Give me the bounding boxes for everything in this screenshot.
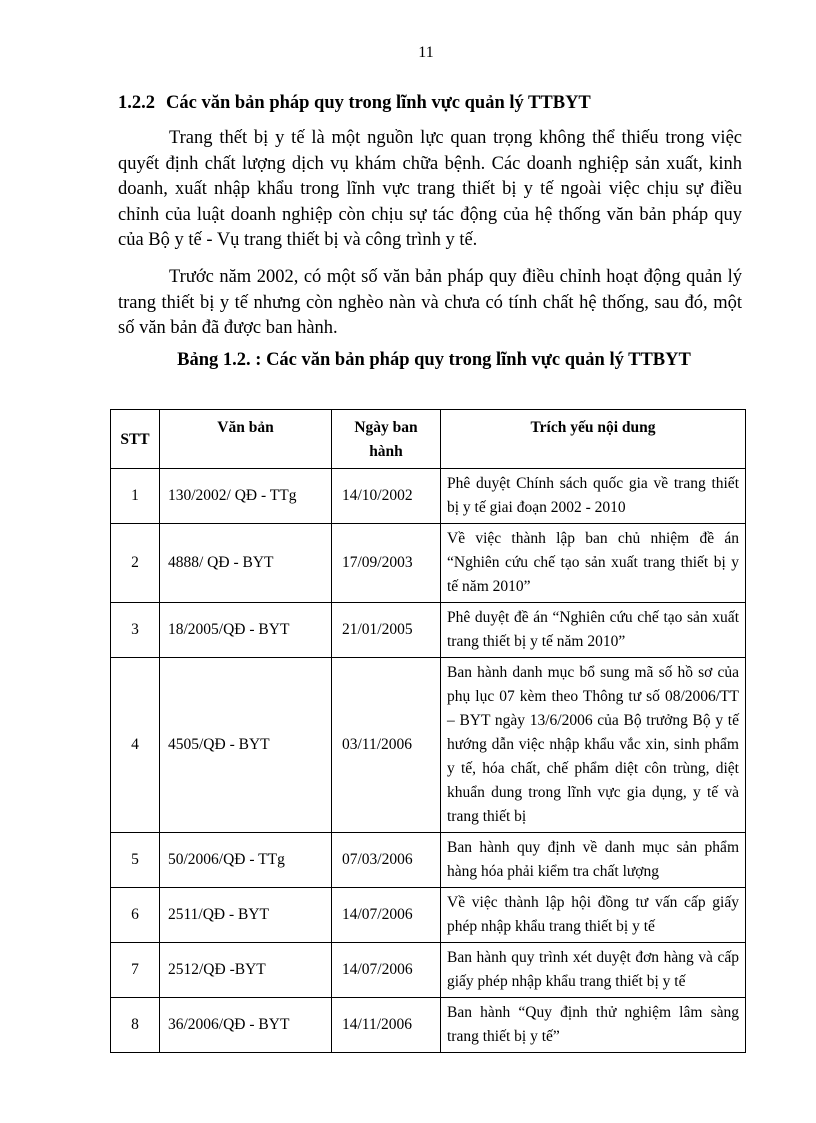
cell-date: 21/01/2005: [332, 603, 441, 658]
cell-content: Phê duyệt đề án “Nghiên cứu chế tạo sản xuất trang thiết bị y tế năm 2010”: [441, 603, 746, 658]
cell-stt: 2: [111, 524, 160, 603]
cell-stt: 7: [111, 943, 160, 998]
cell-document: 130/2002/ QĐ - TTg: [160, 469, 332, 524]
cell-content: Phê duyệt Chính sách quốc gia về trang thiết bị y tế giai đoạn 2002 - 2010: [441, 469, 746, 524]
table-row: [111, 998, 746, 1053]
cell-content: Về việc thành lập ban chủ nhiệm đề án “Nghiên cứu chế tạo sản xuất trang thiết bị y tế năm 2010”: [441, 524, 746, 603]
body-paragraph: Trang thết bị y tế là một nguồn lực quan trọng không thể thiếu trong việc quyết định chất lượng dịch vụ khám chữa bệnh. Các doanh nghiệp sản xuất, kinh doanh, xuất nhập khẩu trong lĩnh vực trang thiết bị y tế ngoài việc chịu sự điều chỉnh của luật doanh nghiệp còn chịu sự tác động của hệ thống văn bản pháp quy của Bộ y tế - Vụ trang thiết bị và công trình y tế.: [118, 128, 742, 250]
header-stt: STT: [111, 410, 160, 469]
cell-date: 03/11/2006: [332, 658, 441, 833]
header-date: Ngày ban hành: [332, 410, 441, 469]
cell-document: 18/2005/QĐ - BYT: [160, 603, 332, 658]
cell-content: Ban hành quy trình xét duyệt đơn hàng và cấp giấy phép nhập khẩu trang thiết bị y tế: [441, 943, 746, 998]
cell-document: 4505/QĐ - BYT: [160, 658, 332, 833]
cell-document: 2512/QĐ -BYT: [160, 943, 332, 998]
table-caption: Bảng 1.2. : Các văn bản pháp quy trong lĩnh vực quản lý TTBYT: [177, 350, 691, 370]
cell-stt: 5: [111, 833, 160, 888]
cell-stt: 1: [111, 469, 160, 524]
header-content: Trích yếu nội dung: [441, 410, 746, 469]
table-row: [111, 524, 746, 603]
cell-date: 14/07/2006: [332, 943, 441, 998]
cell-content: Ban hành danh mục bổ sung mã số hồ sơ của phụ lục 07 kèm theo Thông tư số 08/2006/TT – BYT ngày 13/6/2006 của Bộ trưởng Bộ y tế hướng dẫn việc nhập khẩu vắc xin, sinh phẩm y tế, hóa chất, chế phẩm diệt côn trùng, diệt khuẩn dung trong lĩnh vực gia dụng, y tế và trang thiết bị: [441, 658, 746, 833]
cell-content: Về việc thành lập hội đồng tư vấn cấp giấy phép nhập khẩu trang thiết bị y tế: [441, 888, 746, 943]
body-paragraph: Trước năm 2002, có một số văn bản pháp quy điều chỉnh hoạt động quản lý trang thiết bị y tế nhưng còn nghèo nàn và chưa có tính chất hệ thống, sau đó, một số văn bản đã được ban hành.: [118, 267, 742, 338]
cell-content: Ban hành quy định về danh mục sản phẩm hàng hóa phải kiểm tra chất lượng: [441, 833, 746, 888]
table-row: [111, 943, 746, 998]
cell-date: 07/03/2006: [332, 833, 441, 888]
page-number: 11: [418, 44, 434, 61]
header-document: Văn bản: [160, 410, 332, 469]
cell-document: 36/2006/QĐ - BYT: [160, 998, 332, 1053]
cell-stt: 6: [111, 888, 160, 943]
cell-date: 14/07/2006: [332, 888, 441, 943]
cell-date: 14/10/2002: [332, 469, 441, 524]
section-heading: [118, 93, 591, 114]
cell-date: 14/11/2006: [332, 998, 441, 1053]
section-number: 1.2.2: [118, 93, 155, 113]
table-row: [111, 833, 746, 888]
cell-document: 2511/QĐ - BYT: [160, 888, 332, 943]
cell-content: Ban hành “Quy định thử nghiệm lâm sàng trang thiết bị y tế”: [441, 998, 746, 1053]
table-row: [111, 469, 746, 524]
table-header-row: [111, 410, 746, 469]
table-row: [111, 888, 746, 943]
cell-stt: 4: [111, 658, 160, 833]
table-row: [111, 603, 746, 658]
table-row: [111, 658, 746, 833]
section-title: Các văn bản pháp quy trong lĩnh vực quản lý TTBYT: [166, 93, 591, 113]
cell-stt: 3: [111, 603, 160, 658]
regulations-table: [110, 409, 746, 1053]
cell-document: 4888/ QĐ - BYT: [160, 524, 332, 603]
cell-date: 17/09/2003: [332, 524, 441, 603]
cell-document: 50/2006/QĐ - TTg: [160, 833, 332, 888]
cell-stt: 8: [111, 998, 160, 1053]
